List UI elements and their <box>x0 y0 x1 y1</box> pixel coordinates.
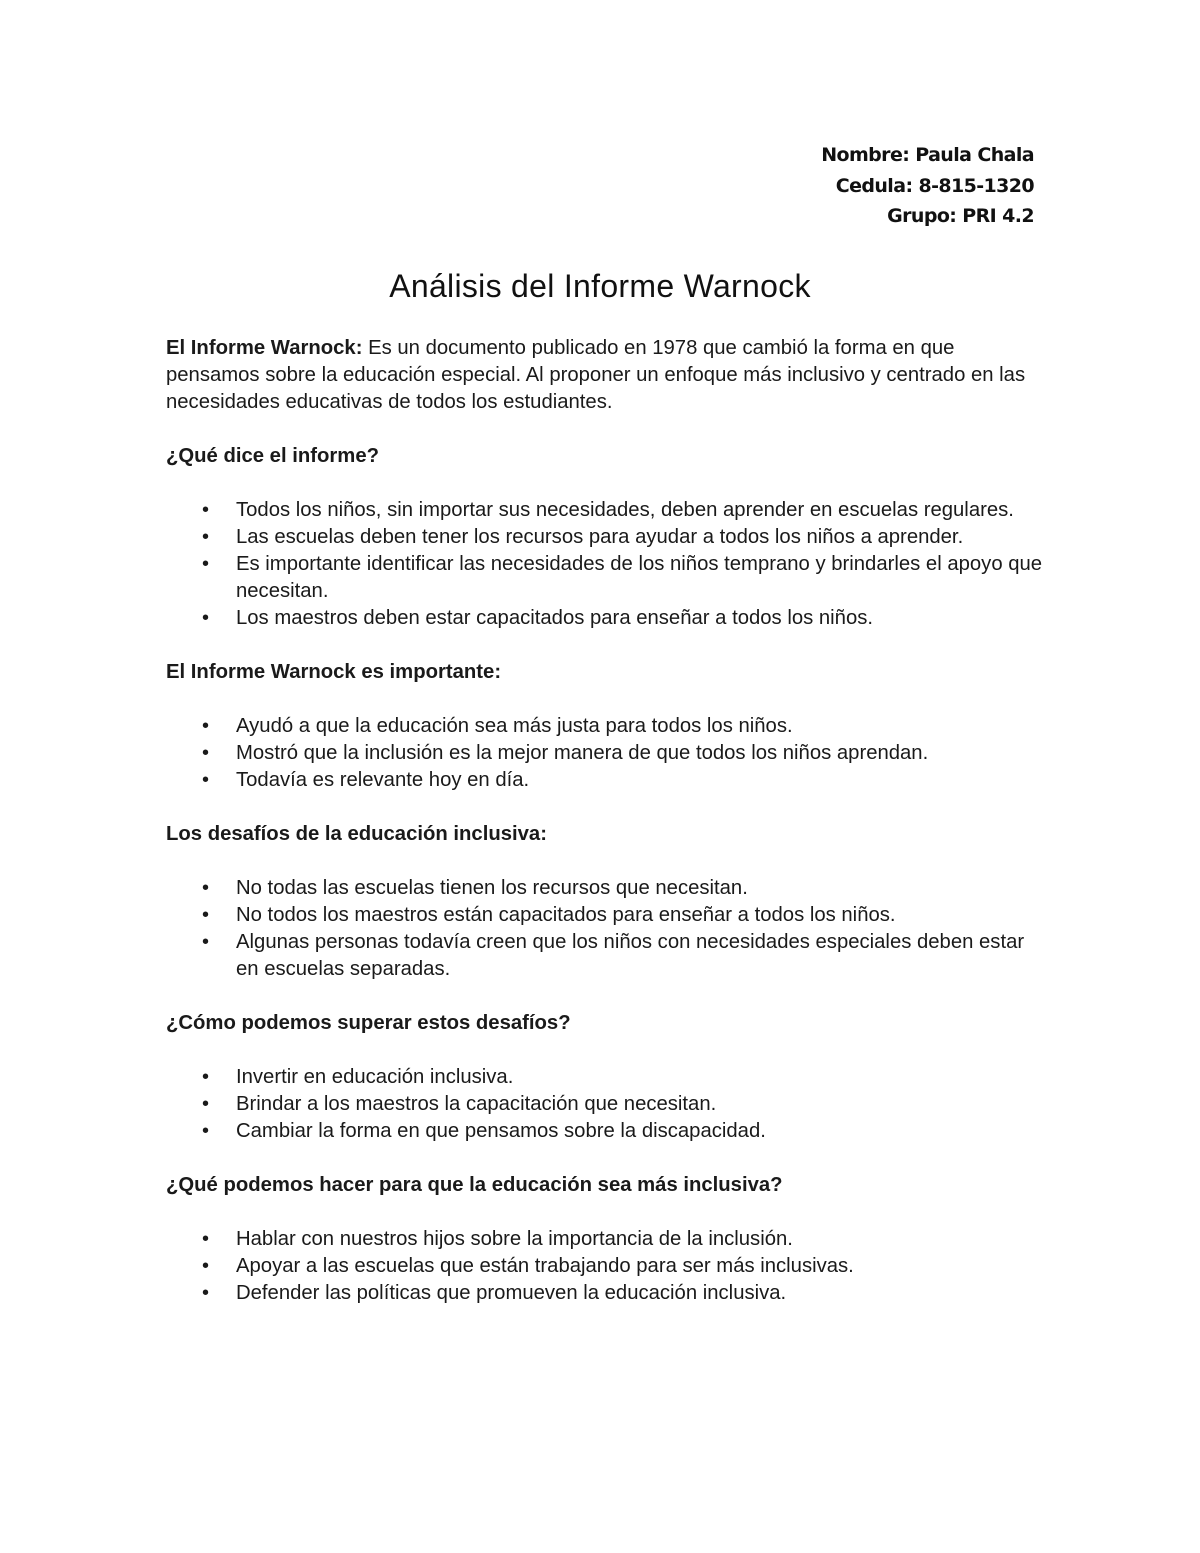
student-id: Cedula: 8-815-1320 <box>835 174 1034 197</box>
list-item <box>166 1280 1046 1307</box>
list-item <box>166 1091 1046 1118</box>
bullet-icon: • <box>202 1093 210 1115</box>
bullet-icon: • <box>202 1066 210 1088</box>
list-item-text: Todavía es relevante hoy en día. <box>236 769 530 791</box>
list-item-text: No todos los maestros están capacitados para enseñar a todos los niños. <box>236 904 896 926</box>
section-heading: El Informe Warnock es importante: <box>166 661 502 683</box>
bullet-list <box>166 497 1046 632</box>
sections <box>166 443 1046 1307</box>
bullet-icon: • <box>202 499 210 521</box>
list-item-text: Brindar a los maestros la capacitación que necesitan. <box>236 1093 717 1115</box>
intro-paragraph <box>166 335 1046 416</box>
section-heading: Los desafíos de la educación inclusiva: <box>166 823 547 845</box>
bullet-list <box>166 713 1046 794</box>
list-item <box>166 875 1046 902</box>
student-name: Nombre: Paula Chala <box>821 144 1034 166</box>
bullet-icon: • <box>202 1228 210 1250</box>
intro-lead: El Informe Warnock: <box>166 337 363 359</box>
bullet-icon: • <box>202 904 210 926</box>
bullet-list <box>166 875 1046 983</box>
list-item-text: Cambiar la forma en que pensamos sobre la discapacidad. <box>236 1120 766 1142</box>
list-item-text: Ayudó a que la educación sea más justa para todos los niños. <box>236 715 793 737</box>
list-item-text: No todas las escuelas tienen los recursos que necesitan. <box>236 877 748 899</box>
list-item-text: Es importante identificar las necesidades de los niños temprano y brindarles el apoyo que necesitan. <box>236 553 1043 602</box>
student-group: Grupo: PRI 4.2 <box>887 205 1034 227</box>
student-info <box>821 140 1034 232</box>
bullet-icon: • <box>202 1120 210 1142</box>
section-heading: ¿Qué podemos hacer para que la educación sea más inclusiva? <box>166 1174 783 1196</box>
bullet-icon: • <box>202 742 210 764</box>
bullet-icon: • <box>202 877 210 899</box>
list-item <box>166 605 1046 632</box>
section-heading: ¿Cómo podemos superar estos desafíos? <box>166 1012 571 1034</box>
list-item <box>166 1226 1046 1253</box>
list-item-text: Apoyar a las escuelas que están trabajando para ser más inclusivas. <box>236 1255 854 1277</box>
bullet-list <box>166 1226 1046 1307</box>
list-item-text: Hablar con nuestros hijos sobre la importancia de la inclusión. <box>236 1228 793 1250</box>
section-heading: ¿Qué dice el informe? <box>166 445 379 467</box>
list-item-text: Defender las políticas que promueven la educación inclusiva. <box>236 1282 787 1304</box>
list-item <box>166 713 1046 740</box>
bullet-icon: • <box>202 1255 210 1277</box>
list-item-text: Invertir en educación inclusiva. <box>236 1066 514 1088</box>
list-item-text: Los maestros deben estar capacitados para enseñar a todos los niños. <box>236 607 873 629</box>
bullet-icon: • <box>202 1282 210 1304</box>
bullet-icon: • <box>202 553 210 575</box>
bullet-icon: • <box>202 931 210 953</box>
bullet-icon: • <box>202 715 210 737</box>
list-item-text: Todos los niños, sin importar sus necesidades, deben aprender en escuelas regulares. <box>236 499 1014 521</box>
list-item <box>166 551 1046 605</box>
list-item <box>166 767 1046 794</box>
list-item <box>166 740 1046 767</box>
list-item <box>166 497 1046 524</box>
bullet-icon: • <box>202 607 210 629</box>
bullet-icon: • <box>202 526 210 548</box>
list-item <box>166 902 1046 929</box>
list-item-text: Algunas personas todavía creen que los niños con necesidades especiales deben estar en escuelas separadas. <box>236 931 1025 980</box>
list-item <box>166 929 1046 983</box>
document-title: Análisis del Informe Warnock <box>389 268 811 304</box>
bullet-list <box>166 1064 1046 1145</box>
intro-text: Es un documento publicado en 1978 que cambió la forma en que pensamos sobre la educación especial. Al proponer un enfoque más inclusivo y centrado en las necesidades educativas de todos los estudiantes. <box>166 337 1026 413</box>
document-body <box>166 335 1046 1307</box>
list-item <box>166 1118 1046 1145</box>
bullet-icon: • <box>202 769 210 791</box>
list-item <box>166 1064 1046 1091</box>
list-item-text: Las escuelas deben tener los recursos para ayudar a todos los niños a aprender. <box>236 526 964 548</box>
list-item <box>166 1253 1046 1280</box>
list-item-text: Mostró que la inclusión es la mejor manera de que todos los niños aprendan. <box>236 742 929 764</box>
list-item <box>166 524 1046 551</box>
